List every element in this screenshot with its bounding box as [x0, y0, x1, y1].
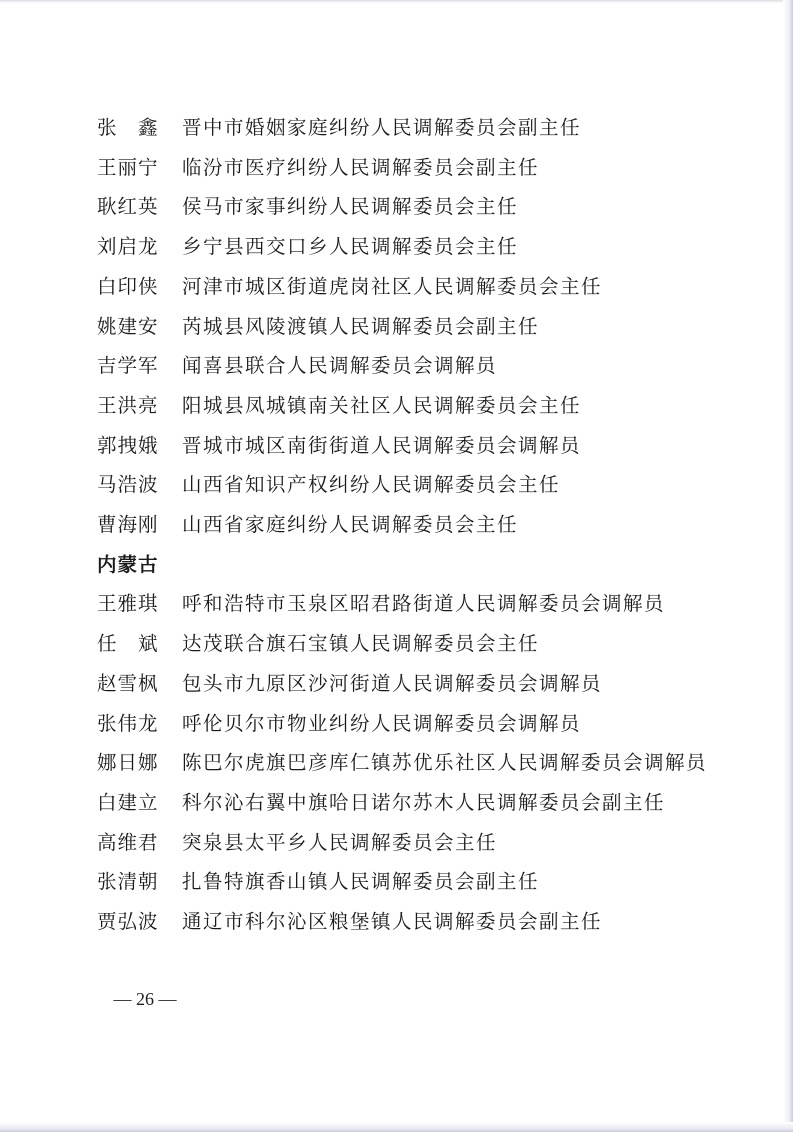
person-title: 晋中市婚姻家庭纠纷人民调解委员会副主任: [182, 116, 582, 139]
person-title: 包头市九原区沙河街道人民调解委员会调解员: [182, 671, 603, 695]
list-item: [97, 386, 717, 426]
list-item: [97, 108, 717, 148]
list-item: [97, 227, 717, 267]
person-title: 芮城县风陵渡镇人民调解委员会副主任: [182, 314, 540, 338]
list-item: [97, 624, 717, 664]
person-title: 河津市城区街道虎岗社区人民调解委员会主任: [182, 274, 603, 298]
person-name: 高维君: [97, 830, 159, 854]
list-item: [97, 862, 717, 902]
person-name: 姚建安: [97, 314, 159, 338]
scan-edge-bottom: [0, 1122, 793, 1132]
list-item: [97, 783, 717, 823]
list-item: [97, 267, 717, 307]
person-title: 陈巴尔虎旗巴彦库仁镇苏优乐社区人民调解委员会调解员: [182, 751, 708, 775]
list-item: [97, 187, 717, 227]
person-name: 张 鑫: [97, 116, 159, 139]
list-item: [97, 664, 717, 704]
person-title: 扎鲁特旗香山镇人民调解委员会副主任: [182, 870, 540, 894]
person-name: 马浩波: [97, 473, 159, 497]
person-name: 张伟龙: [97, 711, 159, 735]
person-name: 吉学军: [97, 354, 159, 378]
person-title: 山西省知识产权纠纷人民调解委员会主任: [182, 473, 561, 497]
shanxi-entries: [97, 108, 717, 545]
page-number: — 26 —: [113, 989, 177, 1009]
list-item: [97, 346, 717, 386]
person-title: 晋城市城区南街街道人民调解委员会调解员: [182, 433, 582, 457]
person-name: 曹海刚: [97, 513, 159, 537]
person-title: 突泉县太平乡人民调解委员会主任: [182, 830, 498, 854]
person-name: 王雅琪: [97, 592, 159, 616]
neimenggu-entries: [97, 584, 717, 941]
list-item: [97, 823, 717, 863]
list-item: [97, 584, 717, 624]
list-item: [97, 307, 717, 347]
list-item: [97, 902, 717, 942]
list-item: [97, 426, 717, 466]
list-item: [97, 505, 717, 545]
list-item: [97, 743, 717, 783]
person-name: 娜日娜: [97, 751, 159, 775]
person-title: 呼伦贝尔市物业纠纷人民调解委员会调解员: [182, 711, 582, 735]
person-name: 任 斌: [97, 632, 159, 656]
person-name: 耿红英: [97, 195, 159, 219]
person-name: 白印侠: [97, 274, 159, 298]
list-item: [97, 704, 717, 744]
person-title: 阳城县凤城镇南关社区人民调解委员会主任: [182, 393, 582, 417]
scan-edge-top: [0, 0, 793, 3]
scan-edge-right: [783, 0, 793, 1132]
person-title: 临汾市医疗纠纷人民调解委员会副主任: [182, 155, 540, 179]
person-name: 刘启龙: [97, 235, 159, 259]
person-title: 乡宁县西交口乡人民调解委员会主任: [182, 235, 519, 259]
person-name: 赵雪枫: [97, 671, 159, 695]
honoree-list: [97, 108, 717, 942]
person-title: 科尔沁右翼中旗哈日诺尔苏木人民调解委员会副主任: [182, 790, 666, 814]
section-heading: 内蒙古: [97, 552, 159, 576]
person-title: 呼和浩特市玉泉区昭君路街道人民调解委员会调解员: [182, 592, 666, 616]
person-name: 郭拽娥: [97, 433, 159, 457]
list-item: [97, 465, 717, 505]
person-title: 闻喜县联合人民调解委员会调解员: [182, 354, 498, 378]
person-name: 贾弘波: [97, 910, 159, 934]
list-item: [97, 148, 717, 188]
person-name: 白建立: [97, 790, 159, 814]
person-title: 达茂联合旗石宝镇人民调解委员会主任: [182, 632, 540, 656]
person-name: 王丽宁: [97, 155, 159, 179]
person-title: 山西省家庭纠纷人民调解委员会主任: [182, 513, 519, 537]
person-title: 通辽市科尔沁区粮堡镇人民调解委员会副主任: [182, 910, 603, 934]
person-name: 张清朝: [97, 870, 159, 894]
person-title: 侯马市家事纠纷人民调解委员会主任: [182, 195, 519, 219]
person-name: 王洪亮: [97, 393, 159, 417]
